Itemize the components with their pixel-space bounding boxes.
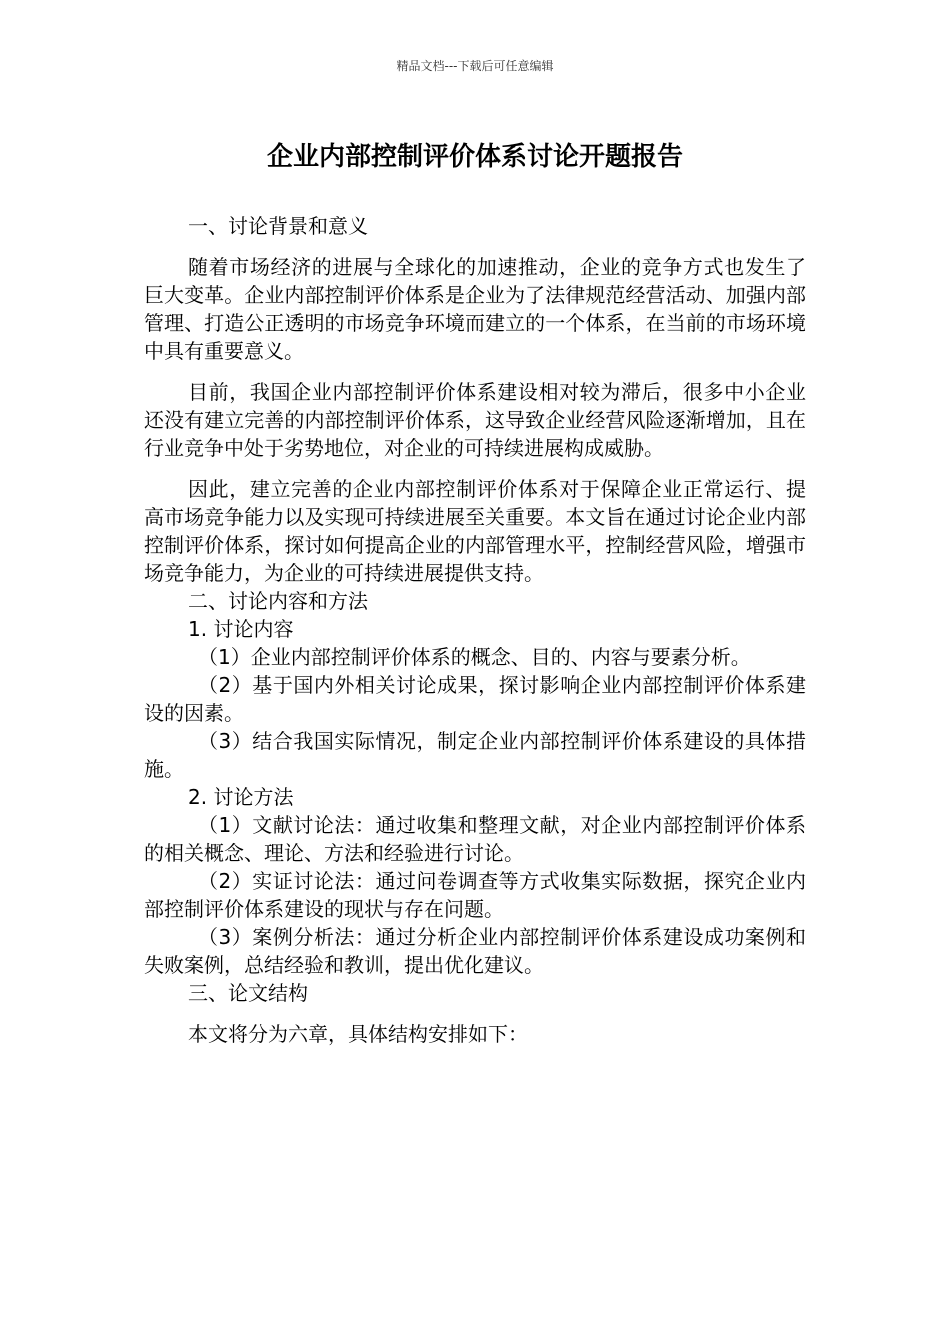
section-heading-2: 二、讨论内容和方法 <box>188 589 368 613</box>
paragraph: 随着市场经济的进展与全球化的加速推动，企业的竞争方式也发生了巨大变革。企业内部控制评价体系是企业为了法律规范经营活动、加强内部管理、打造公正透明的市场竞争环境而建立的一个体系，在当前的市场环境中具有重要意义。 <box>144 255 806 363</box>
section-heading-3: 三、论文结构 <box>188 981 308 1005</box>
list-item: （2）实证讨论法：通过问卷调查等方式收集实际数据，探究企业内部控制评价体系建设的现状与存在问题。 <box>144 869 806 921</box>
list-item: （1）文献讨论法：通过收集和整理文献，对企业内部控制评价体系的相关概念、理论、方法和经验进行讨论。 <box>144 813 806 865</box>
list-item: （1）企业内部控制评价体系的概念、目的、内容与要素分析。 <box>198 645 751 669</box>
page-header: 精品文档---下载后可任意编辑 <box>396 59 554 73</box>
paragraph: 本文将分为六章，具体结构安排如下： <box>188 1022 528 1046</box>
paragraph: 目前，我国企业内部控制评价体系建设相对较为滞后，很多中小企业还没有建立完善的内部控制评价体系，这导致企业经营风险逐渐增加，且在行业竞争中处于劣势地位，对企业的可持续进展构成威胁。 <box>144 380 806 460</box>
list-item: （3）结合我国实际情况，制定企业内部控制评价体系建设的具体措施。 <box>144 729 806 781</box>
section-heading-1: 一、讨论背景和意义 <box>188 214 368 238</box>
subsection-heading: 1. 讨论内容 <box>188 617 294 641</box>
list-item: （2）基于国内外相关讨论成果，探讨影响企业内部控制评价体系建设的因素。 <box>144 673 806 725</box>
document-body <box>144 212 806 1048</box>
document-title: 企业内部控制评价体系讨论开题报告 <box>266 142 683 172</box>
paragraph: 因此，建立完善的企业内部控制评价体系对于保障企业正常运行、提高市场竞争能力以及实现可持续进展至关重要。本文旨在通过讨论企业内部控制评价体系，探讨如何提高企业的内部管理水平，控制经营风险，增强市场竞争能力，为企业的可持续进展提供支持。 <box>144 477 806 585</box>
subsection-heading: 2. 讨论方法 <box>188 785 294 809</box>
list-item: （3）案例分析法：通过分析企业内部控制评价体系建设成功案例和失败案例，总结经验和教训，提出优化建议。 <box>144 925 806 977</box>
